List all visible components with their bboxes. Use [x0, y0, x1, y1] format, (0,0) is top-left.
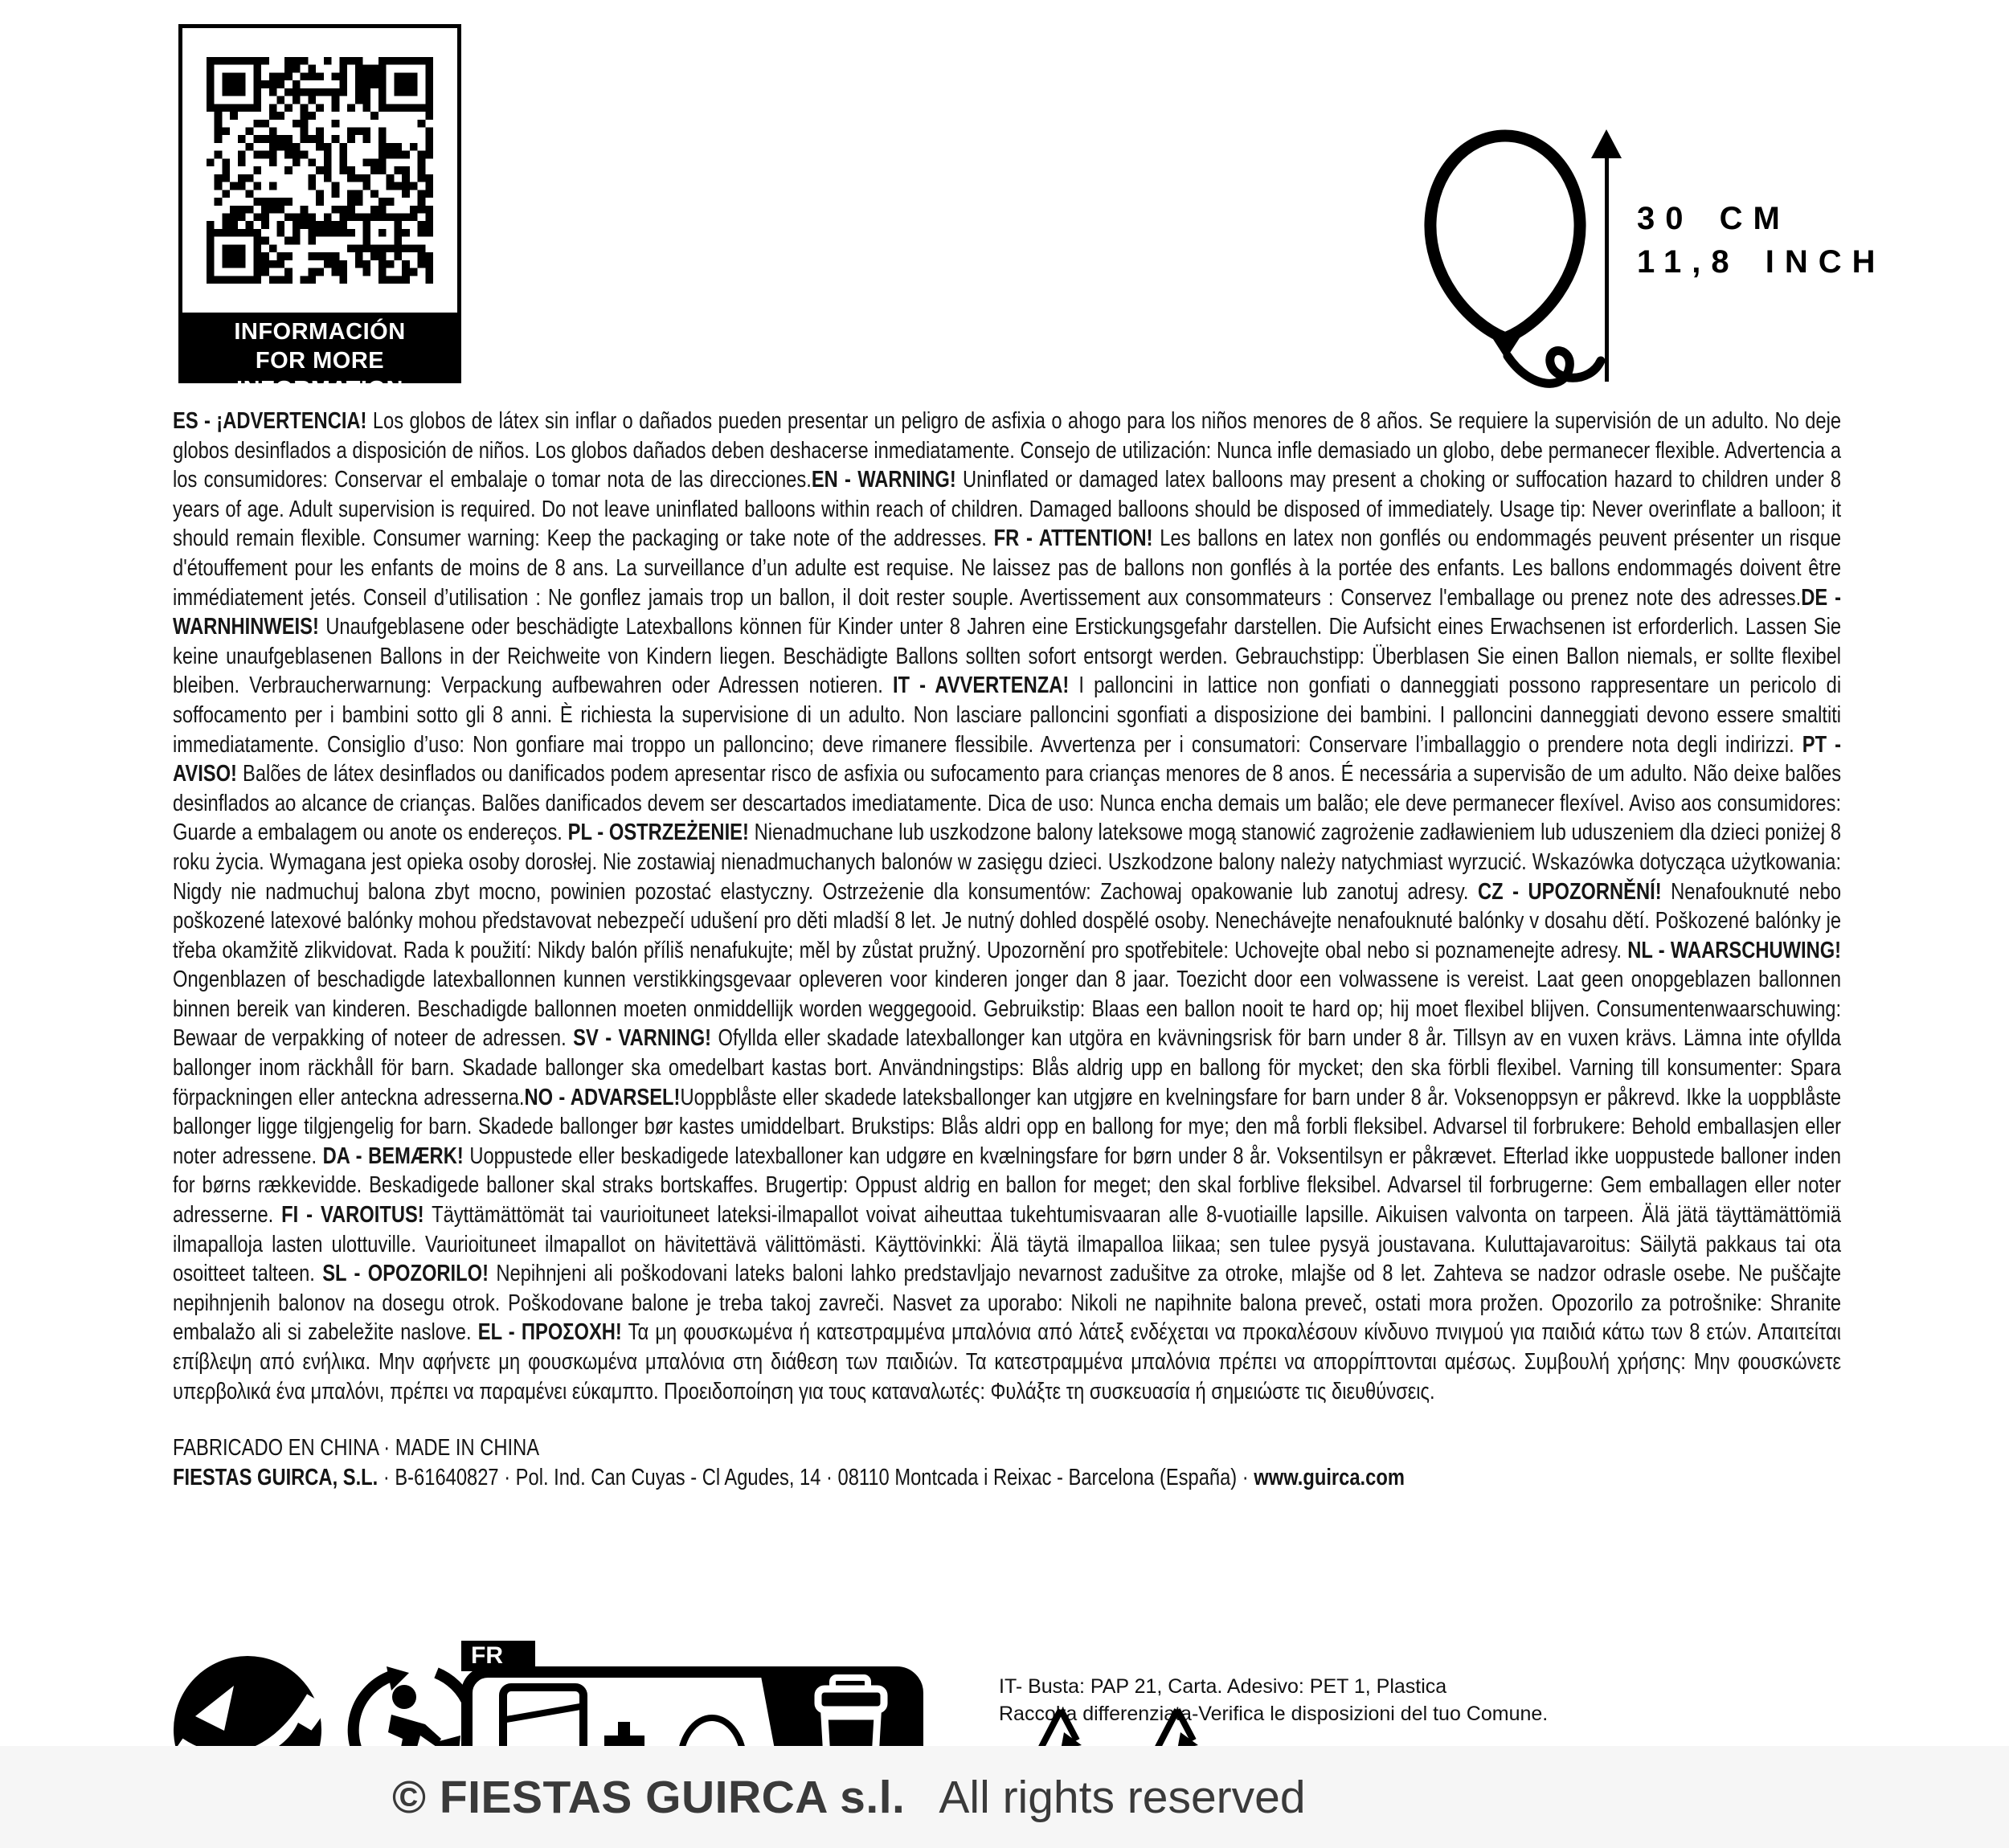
company-name: FIESTAS GUIRCA, S.L.: [173, 1465, 378, 1491]
balloon-outline-icon: [1408, 125, 1605, 406]
made-in-line: FABRICADO EN CHINA · MADE IN CHINA: [173, 1435, 540, 1462]
it-note-line1: IT- Busta: PAP 21, Carta. Adesivo: PET 1, Plastica: [999, 1675, 1447, 1698]
copyright-text: © FIESTAS GUIRCA s.l.: [392, 1771, 906, 1823]
it-note-line2: Raccolta differenziata-Verifica le disposizioni del tuo Comune.: [999, 1703, 1549, 1725]
balloon-size-indicator: [1408, 125, 1906, 414]
company-address: · B-61640827 · Pol. Ind. Can Cuyas - Cl Agudes, 14 · 08110 Montcada i Reixac - Barcelona (España) ·: [378, 1465, 1254, 1491]
company-website: www.guirca.com: [1254, 1465, 1405, 1491]
balloon-size-text: [1637, 197, 1886, 284]
qr-code: [182, 28, 457, 313]
qr-info-panel: [178, 24, 461, 403]
copyright-footer: [0, 1746, 2009, 1848]
triman-country-label: FR: [471, 1642, 503, 1669]
multilanguage-warning-text: ES - ¡ADVERTENCIA! Los globos de látex sin inflar o dañados pueden presentar un peligro de asfixia o ahogo para los niños menores de 8 años. Se requiere la supervisión de un adulto. No deje globos desinflados a disposición de niños. Los globos dañados deben deshacerse inmediatamente. Consejo de utilización: Nunca infle demasiado un globo, debe permanecer flexible. Advertencia a los consumidores: Conservar el embalaje o tomar nota de las direcciones.EN - WARNING! Uninflated or damaged latex balloons may present a choking or suffocation hazard to children under 8 years of age. Adult supervision is required. Do not leave uninflated balloons within reach of children. Damaged balloons should be disposed of immediately. Usage tip: Never overinflate a balloon; it should remain flexible. Consumer warning: Keep the packaging or take note of the addresses. FR - ATTENTION! Les ballons en latex non gonflés ou endommagés peuvent présenter un risque d'étouffement pour les enfants de moins de 8 ans. La surveillance d’un adulte est requise. Ne laissez pas de ballons non gonflés à la portée des enfants. Les ballons endommagés doivent être immédiatement jetés. Conseil d’utilisation : Ne gonflez jamais trop un ballon, il doit rester souple. Avertissement aux consommateurs : Conservez l'emballage ou prenez note des adresses.DE - WARNHINWEIS! Unaufgeblasene oder beschädigte Latexballons können für Kinder unter 8 Jahren eine Erstickungsgefahr darstellen. Die Aufsicht eines Erwachsenen ist erforderlich. Lassen Sie keine unaufgeblasenen Ballons in der Reichweite von Kindern liegen. Beschädigte Ballons sollten sofort entsorgt werden. Gebrauchstipp: Überblasen Sie einen Ballon niemals, er sollte flexibel bleiben. Verbraucherwarnung: Verpackung aufbewahren oder Adressen notieren. IT - AVVERTENZA! I palloncini in lattice non gonfiati o danneggiati possono rappresentare un pericolo di soffocamento per i bambini sotto gli 8 anni. È richiesta la supervisione di un adulto. Non lasciare palloncini sgonfiati a disposizione dei bambini. I palloncini danneggiati devono essere smaltiti immediatamente. Consiglio d’uso: Non gonfiare mai troppo un palloncino; deve rimanere flessibile. Avvertenza per i consumatori: Conservare l’imballaggio o prendere nota degli indirizzi. PT - AVISO! Balões de látex desinflados ou danificados podem apresentar risco de asfixia ou sufocamento para crianças menores de 8 anos. É necessária a supervisão de um adulto. Não deixe balões desinflados ao alcance de crianças. Balões danificados devem ser descartados imediatamente. Dica de uso: Nunca encha demais um balão; ele deve permanecer flexível. Aviso aos consumidores: Guarde a embalagem ou anote os endereços. PL - OSTRZEŻENIE! Nienadmuchane lub uszkodzone balony lateksowe mogą stanowić zagrożenie zadławieniem lub uduszeniem dla dzieci poniżej 8 roku życia. Wymagana jest opieka osoby dorosłej. Nie zostawiaj nienadmuchanych balonów w zasięgu dzieci. Uszkodzone balony należy natychmiast wyrzucić. Wskazówka dotycząca użytkowania: Nigdy nie nadmuchuj balona zbyt mocno, powinien pozostać elastyczny. Ostrzeżenie dla konsumentów: Zachowaj opakowanie lub zanotuj adresy. CZ - UPOZORNĚNÍ! Nenafouknuté nebo poškozené latexové balónky mohou představovat nebezpečí udušení pro děti mladší 8 let. Je nutný dohled dospělé osoby. Nenechávejte nenafouknuté balónky v dosahu dětí. Poškozené balónky je třeba okamžitě zlikvidovat. Rada k použití: Nikdy balón příliš nenafukujte; měl by zůstat pružný. Upozornění pro spotřebitele: Uchovejte obal nebo si poznamenejte adresy. NL - WAARSCHUWING! Ongenblazen of beschadigde latexballonnen kunnen verstikkingsgevaar opleveren voor kinderen jonger dan 8 jaar. Toezicht door een volwassene is vereist. Laat geen onopgeblazen ballonnen binnen bereik van kinderen. Beschadigde ballonnen moeten onmiddellijk worden weggegooid. Gebruikstip: Blaas een ballon nooit te hard op; hij moet flexibel blijven. Consumentenwaarschuwing: Bewaar de verpakking of noteer de adressen. SV - VARNING! Ofyllda eller skadade latexballonger kan utgöra en kvävningsrisk för barn under 8 år. Tillsyn av en vuxen krävs. Lämna inte ofyllda ballonger inom räckhåll för barn. Skadade ballonger ska omedelbart kastas bort. Användningstips: Blås aldrig upp en ballong för mycket; den ska förbli flexibel. Varning till konsumenter: Spara förpackningen eller anteckna adresserna.NO - ADVARSEL!Uoppblåste eller skadede lateksballonger kan utgjøre en kvelningsfare for barn under 8 år. Voksenoppsyn er påkrevd. Ikke la uoppblåste ballonger ligge tilgjengelig for barn. Skadede ballonger bør kastes umiddelbart. Brukstips: Blås aldri opp en ballong for mye; den må forbli fleksibel. Advarsel til forbrukere: Behold emballasjen eller noter adressene. DA - BEMÆRK! Uoppustede eller beskadigede latexballoner kan udgøre en kvælningsfare for børn under 8 år. Voksentilsyn er påkrævet. Efterlad ikke uoppustede balloner inden for børns rækkevidde. Beskadigede balloner skal straks bortskaffes. Brugertip: Oppust aldrig en ballon for meget; den skal forblive fleksibel. Advarsel til forbrugerne: Gem emballagen eller noter adresserne. FI - VAROITUS! Täyttämättömät tai vaurioituneet lateksi-ilmapallot voivat aiheuttaa tukehtumisvaaran alle 8-vuotiaille lapsille. Aikuisen valvonta on tarpeen. Älä jätä täyttämättömiä ilmapalloja lasten ulottuville. Vaurioituneet ilmapallot on hävitettävä välittömästi. Käyttövinkki: Älä täytä ilmapalloa liikaa; sen tulee pysyä joustavana. Kuluttajavaroitus: Säilytä pakkaus tai ota osoitteet talteen. SL - OPOZORILO! Nepihnjeni ali poškodovani lateks baloni lahko predstavljajo nevarnost zadušitve za otroke, mlajše od 8 let. Zahteva se nadzor odrasle osebe. Ne puščajte nepihnjenih balonov na dosegu otrok. Poškodovane balone je treba takoj zavreči. Nasvet za uporabo: Nikoli ne napihnite balona preveč, ostati mora prožen. Opozorilo za potrošnike: Shranite embalažo ali si zabeležite naslove. EL - ΠΡΟΣΟΧΗ! Τα μη φουσκωμένα ή κατεστραμμένα μπαλόνια από λάτεξ ενδέχεται να προκαλέσουν κίνδυνο πνιγμού για παιδιά κάτω των 8 ετών. Απαιτείται επίβλεψη από ενήλικα. Μην αφήνετε μη φουσκωμένα μπαλόνια στη διάθεση των παιδιών. Τα κατεστραμμένα μπαλόνια πρέπει να απορρίπτονται αμέσως. Συμβουλή χρήσης: Μην φουσκώνετε υπερβολικά ένα μπαλόνι, πρέπει να παραμένει εύκαμπτο. Προειδοποίηση για τους καταναλωτές: Φυλάξτε τη συσκευασία ή σημειώστε τις διευθύνσεις.: [173, 408, 1842, 1404]
qr-caption-line2: FOR MORE INFORMATION: [236, 347, 403, 403]
qr-code-icon: [207, 57, 433, 284]
qr-caption-line1: PARA MÁS INFORMACIÓN: [234, 289, 406, 345]
label-text-block: [173, 407, 1841, 1493]
size-cm: 30 CM: [1637, 201, 1790, 236]
qr-caption: [182, 289, 457, 403]
rights-text: All rights reserved: [939, 1771, 1306, 1823]
company-line: [173, 1463, 1841, 1493]
size-inch: 11,8 INCH: [1637, 244, 1886, 280]
measure-arrow-line: [1605, 157, 1609, 382]
measure-arrow-up-icon: [1591, 129, 1622, 158]
